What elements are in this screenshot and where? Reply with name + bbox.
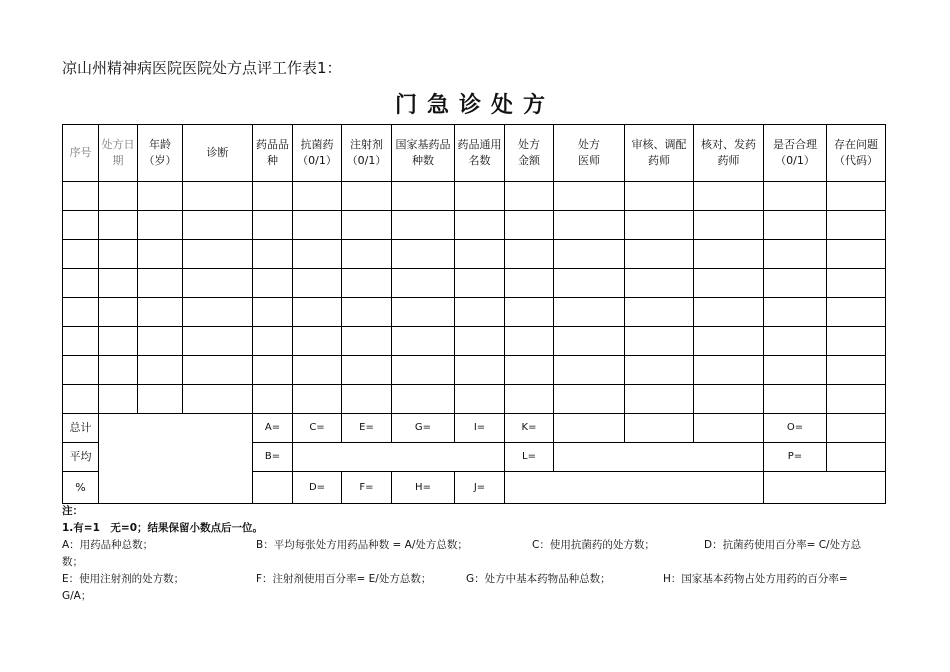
col-header-physician: 处方 医师: [554, 125, 625, 182]
page-title: 门急诊处方: [394, 92, 555, 118]
col-header-antibiotic: 抗菌药 （0/1）: [293, 125, 342, 182]
col-header-injection: 注射剂 （0/1）: [342, 125, 392, 182]
col-header-essential-drugs: 国家基药品 种数: [392, 125, 455, 182]
note-b: B：平均每张处方用药品种数 = A/处方总数；: [256, 539, 468, 551]
col-header-date: 处方日 期: [99, 125, 138, 182]
note-d: D：抗菌药使用百分率= C/处方总: [704, 539, 862, 551]
summary-b: B=: [253, 443, 293, 472]
summary-l: L=: [505, 443, 554, 472]
note-f: F：注射剂使用百分率= E/处方总数；: [256, 573, 432, 585]
notes-section: [62, 503, 892, 605]
note-h: H：国家基本药物占处方用药的百分率=: [663, 573, 848, 585]
notes-row-2: [62, 571, 892, 588]
summary-c: C=: [293, 414, 342, 443]
table-row: [63, 385, 886, 414]
summary-i: I=: [455, 414, 505, 443]
summary-g: G=: [392, 414, 455, 443]
summary-k: K=: [505, 414, 554, 443]
note-g: G：处方中基本药物品种总数；: [466, 573, 611, 585]
table-row: [63, 240, 886, 269]
summary-a: A=: [253, 414, 293, 443]
table-row: [63, 182, 886, 211]
note-e: E：使用注射剂的处方数；: [62, 573, 185, 585]
notes-heading: 注：: [62, 505, 83, 517]
summary-label-average: 平均: [63, 443, 99, 472]
summary-p: P=: [764, 443, 827, 472]
notes-rule: 1.有=1 无=0；结果保留小数点后一位。: [62, 522, 264, 534]
note-c: C：使用抗菌药的处方数；: [532, 539, 655, 551]
summary-f: F=: [342, 472, 392, 504]
table-row: [63, 356, 886, 385]
prescription-review-table: [62, 124, 886, 504]
table-row: [63, 327, 886, 356]
col-header-drug-count: 药品品 种: [253, 125, 293, 182]
col-header-index: 序号: [63, 125, 99, 182]
table-row: [63, 211, 886, 240]
summary-o: O=: [764, 414, 827, 443]
summary-j: J=: [455, 472, 505, 504]
col-header-generic-names: 药品通用 名数: [455, 125, 505, 182]
col-header-age: 年龄 （岁）: [138, 125, 183, 182]
table-row: [63, 298, 886, 327]
col-header-problem-code: 存在问题 （代码）: [827, 125, 886, 182]
note-h-cont: G/A；: [62, 590, 92, 602]
summary-label-percent: %: [63, 472, 99, 504]
notes-row-1: [62, 537, 892, 554]
sheet-title: 凉山州精神病医院医院处方点评工作表1：: [62, 59, 342, 77]
note-d-cont: 数；: [62, 556, 83, 568]
summary-e: E=: [342, 414, 392, 443]
summary-d: D=: [293, 472, 342, 504]
table-header-row: [63, 125, 886, 182]
col-header-reasonable: 是否合理 （0/1）: [764, 125, 827, 182]
summary-label-total: 总计: [63, 414, 99, 443]
col-header-review-pharmacist: 审核、调配 药师: [625, 125, 694, 182]
table-row: [63, 269, 886, 298]
summary-blank-merged: [99, 414, 253, 504]
col-header-amount: 处方 金额: [505, 125, 554, 182]
summary-row-total: [63, 414, 886, 443]
summary-h: H=: [392, 472, 455, 504]
col-header-diagnosis: 诊断: [183, 125, 253, 182]
col-header-dispense-pharmacist: 核对、发药 药师: [694, 125, 764, 182]
note-a: A：用药品种总数；: [62, 539, 154, 551]
